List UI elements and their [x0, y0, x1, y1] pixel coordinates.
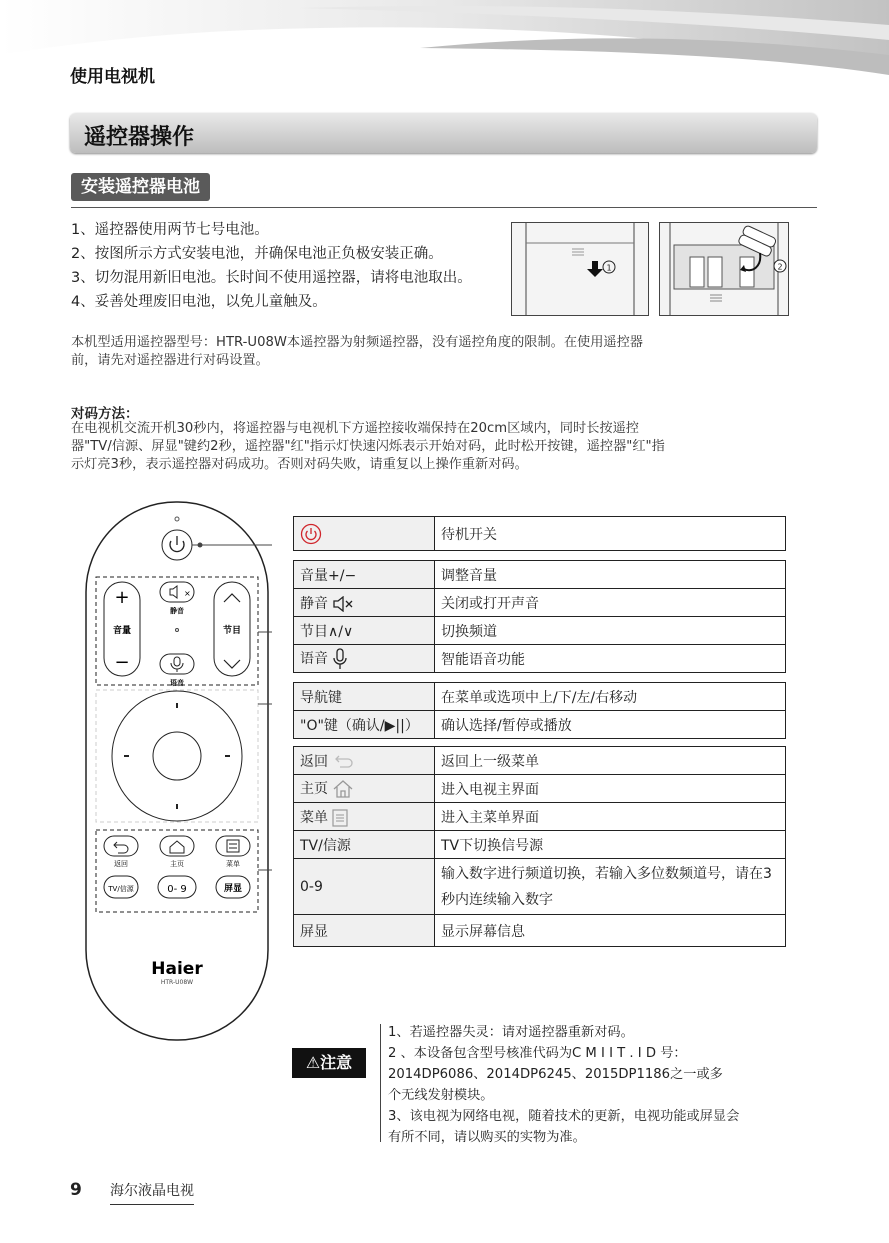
note-line: 个无线发射模块。 — [388, 1088, 494, 1103]
key-label: 主页 — [300, 781, 328, 797]
key-cell: 音量+/− — [294, 561, 435, 589]
table-row — [294, 711, 786, 739]
key-table-power — [293, 516, 786, 551]
table-row — [294, 859, 786, 915]
key-cell — [294, 803, 435, 831]
key-cell: 0-9 — [294, 859, 435, 915]
desc-cell: 调整音量 — [435, 561, 786, 589]
step-item: 1、遥控器使用两节七号电池。 — [71, 222, 269, 238]
section-title: 使用电视机 — [70, 67, 155, 87]
desc-cell: 进入主菜单界面 — [435, 803, 786, 831]
pairing-title: 对码方法： — [71, 406, 139, 422]
key-cell: 导航键 — [294, 683, 435, 711]
table-row — [294, 561, 786, 589]
table-row — [294, 803, 786, 831]
model-label: HTR-U08W — [160, 979, 194, 986]
key-cell: "O"键（确认/▶||） — [294, 711, 435, 739]
pairing-paragraph — [71, 420, 665, 474]
menu-icon — [332, 809, 348, 827]
battery-cover-figure — [511, 222, 649, 316]
figure-step-1: 1 — [606, 263, 612, 273]
microphone-icon — [332, 648, 348, 670]
key-label: 菜单 — [300, 809, 328, 826]
key-table-navigation — [293, 682, 786, 739]
table-row — [294, 775, 786, 803]
mute-label: 静音 — [170, 607, 184, 615]
table-row — [294, 683, 786, 711]
divider — [71, 207, 817, 208]
key-cell: 屏显 — [294, 915, 435, 947]
table-row — [294, 589, 786, 617]
desc-cell: 进入电视主界面 — [435, 775, 786, 803]
note-badge — [292, 1048, 366, 1078]
note-line: 2014DP6086、2014DP6245、2015DP1186之一或多 — [388, 1067, 723, 1082]
pairing-line: 器"TV/信源、屏显"键约2秒，遥控器"红"指示灯快速闪烁表示开始对码，此时松开按键，遥控器"红"指 — [71, 439, 665, 454]
note-line: 1、若遥控器失灵：请对遥控器重新对码。 — [388, 1025, 634, 1040]
page-number: 9 — [70, 1180, 82, 1200]
back-icon — [332, 755, 354, 769]
battery-insert-figure — [659, 222, 789, 316]
intro-line: 前，请先对遥控器进行对码设置。 — [71, 353, 269, 368]
desc-cell: 切换频道 — [435, 617, 786, 645]
table-row — [294, 517, 786, 551]
remote-control-illustration — [82, 500, 272, 1045]
pairing-line: 在电视机交流开机30秒内，将遥控器与电视机下方遥控接收端保持在20cm区域内，同时长按遥控 — [71, 421, 639, 436]
desc-cell: 输入数字进行频道切换，若输入多位数频道号，请在3秒内连续输入数字 — [435, 859, 786, 915]
pairing-line: 示灯亮3秒，表示遥控器对码成功。否则对码失败，请重复以上操作重新对码。 — [71, 457, 528, 472]
step-item: 3、切勿混用新旧电池。长时间不使用遥控器，请将电池取出。 — [71, 270, 472, 286]
power-icon — [300, 523, 322, 545]
figure-step-2: 2 — [777, 262, 783, 272]
note-divider — [380, 1024, 381, 1142]
desc-cell: 智能语音功能 — [435, 645, 786, 673]
volume-minus-label: − — [114, 652, 130, 673]
desc-cell: 关闭或打开声音 — [435, 589, 786, 617]
source-label: TV/信源 — [108, 885, 134, 893]
display-label: 屏显 — [223, 884, 243, 894]
mute-icon — [332, 596, 354, 612]
digits-label: 0- 9 — [167, 884, 187, 895]
brand-logo: Haier — [151, 959, 203, 979]
step-item: 4、妥善处理废旧电池，以免儿童触及。 — [71, 294, 327, 310]
key-cell: 节目∧/∨ — [294, 617, 435, 645]
note-line: 2 、本设备包含型号核准代码为C M I I T . I D 号： — [388, 1046, 687, 1061]
key-cell — [294, 747, 435, 775]
page-title: 遥控器操作 — [84, 125, 195, 150]
desc-cell: TV下切换信号源 — [435, 831, 786, 859]
power-button — [162, 530, 192, 560]
key-table-function — [293, 746, 786, 947]
footer-brand: 海尔液晶电视 — [110, 1180, 194, 1205]
intro-line: 本机型适用遥控器型号：HTR-U08W本遥控器为射频遥控器，没有遥控角度的限制。在使用遥控器 — [71, 335, 643, 350]
key-cell — [294, 645, 435, 673]
table-row — [294, 645, 786, 673]
key-cell — [294, 775, 435, 803]
note-line: 有所不同，请以购买的实物为准。 — [388, 1130, 586, 1145]
desc-cell: 在菜单或选项中上/下/左/右移动 — [435, 683, 786, 711]
note-label: 注意 — [320, 1053, 353, 1072]
key-cell — [294, 589, 435, 617]
key-label: 语音 — [300, 650, 328, 667]
battery-steps — [71, 218, 472, 314]
key-label: 返回 — [300, 753, 328, 770]
step-item: 2、按图所示方式安装电池，并确保电池正负极安装正确。 — [71, 246, 443, 262]
desc-cell: 待机开关 — [435, 517, 786, 551]
desc-cell: 确认选择/暂停或播放 — [435, 711, 786, 739]
back-label: 返回 — [114, 860, 128, 868]
table-row — [294, 831, 786, 859]
intro-paragraph — [71, 334, 643, 370]
home-label: 主页 — [170, 860, 184, 868]
desc-cell: 显示屏幕信息 — [435, 915, 786, 947]
note-line: 3、该电视为网络电视，随着技术的更新，电视功能或屏显会 — [388, 1109, 740, 1124]
menu-label: 菜单 — [226, 860, 240, 868]
desc-cell: 返回上一级菜单 — [435, 747, 786, 775]
key-cell — [294, 517, 435, 551]
key-cell: TV/信源 — [294, 831, 435, 859]
key-label: 静音 — [300, 595, 328, 612]
home-icon — [332, 779, 354, 799]
volume-plus-label: + — [114, 587, 130, 608]
svg-text:×: × — [184, 589, 191, 598]
table-row — [294, 617, 786, 645]
table-row — [294, 747, 786, 775]
note-list — [388, 1022, 739, 1148]
warning-icon: ⚠ — [305, 1053, 321, 1072]
subsection-title: 安装遥控器电池 — [71, 173, 210, 201]
volume-label: 音量 — [112, 626, 132, 636]
table-row — [294, 915, 786, 947]
voice-label: 语音 — [170, 679, 184, 687]
key-table-volume — [293, 560, 786, 673]
program-label: 节目 — [222, 626, 242, 636]
